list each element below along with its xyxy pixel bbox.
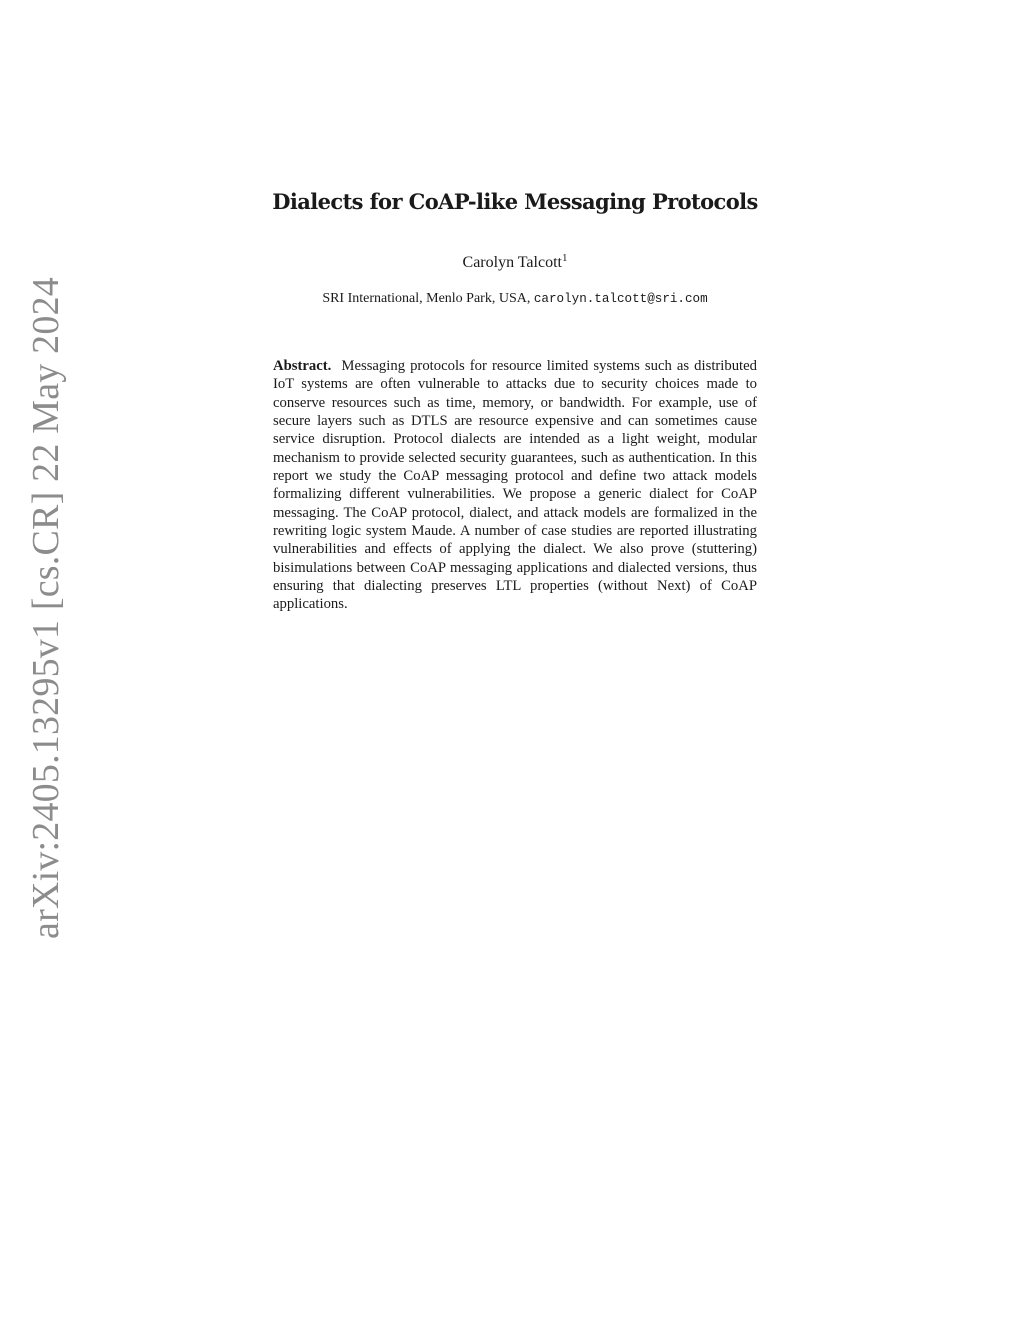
affiliation-line [256,289,774,309]
abstract-label: Abstract. [273,358,332,374]
affiliation-text: SRI International, Menlo Park, USA, [322,291,531,306]
arxiv-identifier-stamp [18,277,73,939]
author-name: Carolyn Talcott [462,254,562,271]
arxiv-identifier-text: arXiv:2405.13295v1 [cs.CR] 22 May 2024 [24,277,67,939]
abstract [273,357,757,614]
paper-title: Dialects for CoAP-like Messaging Protocols [272,189,758,214]
abstract-text: Messaging protocols for resource limited systems such as distributed IoT systems are often vulnerable to attacks due to security choices made to conserve resources such as time, memory, or bandwidth. For example, use of secure layers such as DTLS are resource expensive and can sometimes cause service disruption. Protocol dialects are intended as a light weight, modular mechanism to provide selected security guarantees, such as authentication. In this report we study the CoAP messaging protocol and define two attack models formalizing different vulnerabilities. We propose a generic dialect for CoAP messaging. The CoAP protocol, dialect, and attack models are formalized in the rewriting logic system Maude. A number of case studies are reported illustrating vulnerabilities and effects of applying the dialect. We also prove (stuttering) bisimulations between CoAP messaging applications and dialected versions, thus ensuring that dialecting preserves LTL properties (without Next) of CoAP applications. [273,358,757,613]
author-email: carolyn.talcott@sri.com [533,292,708,306]
author-affiliation-mark: 1 [561,252,568,264]
author-line [256,252,774,274]
